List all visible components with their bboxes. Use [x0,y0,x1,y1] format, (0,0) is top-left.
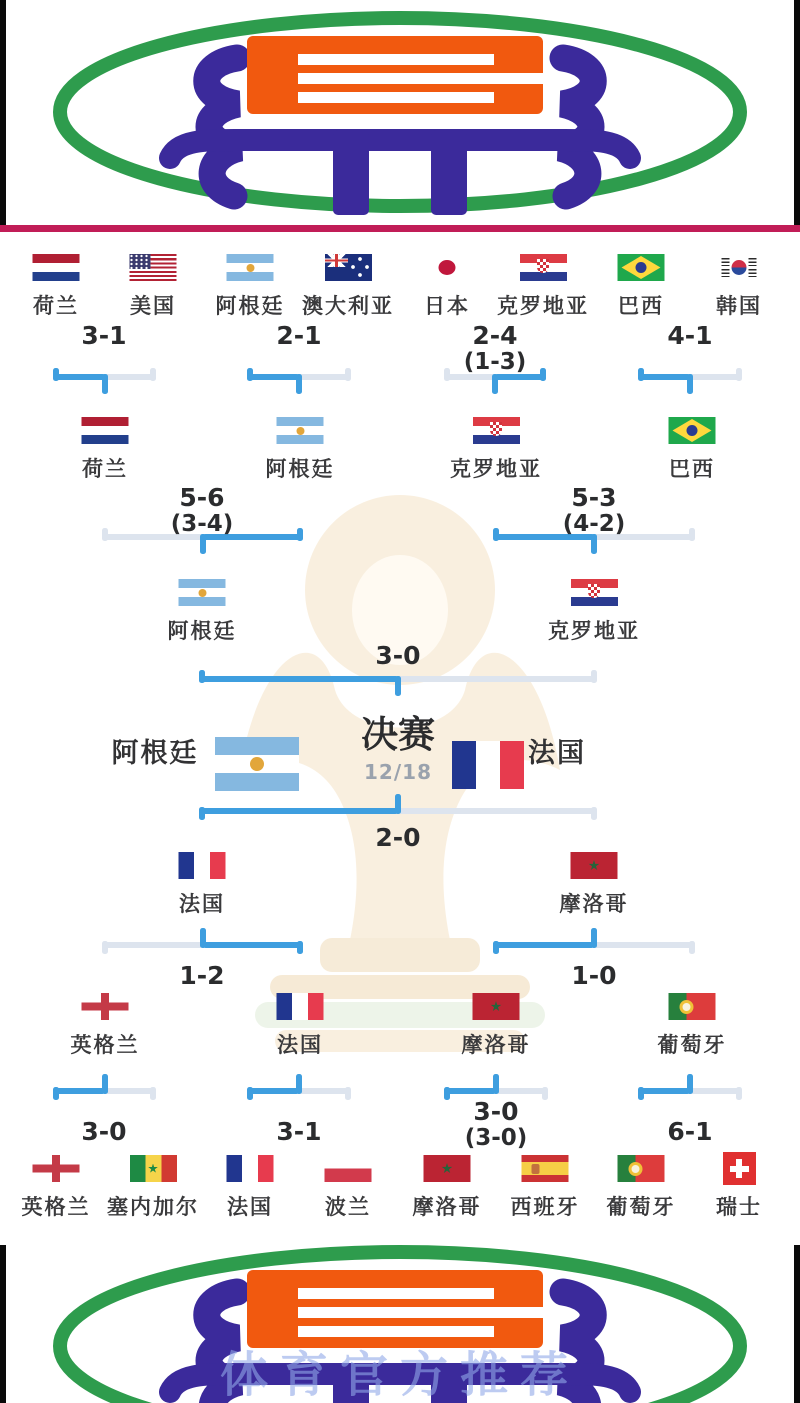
team-name: 荷兰 [82,457,128,481]
team-name: 英格兰 [70,1033,140,1057]
croatia-flag [473,417,520,444]
brazil-flag [669,417,716,444]
team-name: 塞内加尔 [107,1195,199,1219]
portugal-flag [618,1155,665,1182]
connector-r16-top-1 [53,368,156,394]
argentina-flag [227,254,274,281]
r16-top-team-brazil [618,254,665,317]
argentina-flag [179,579,226,606]
sf-top-team-argentina [168,579,237,642]
r16-bottom-team-france [227,1155,274,1218]
spain-flag [522,1155,569,1182]
final-left-team-name: 阿根廷 [111,738,199,769]
portugal-flag [669,993,716,1020]
england-flag [33,1155,80,1182]
left-edge-bar-top [0,0,6,225]
brand-logo-icon [0,0,800,225]
r16-bottom-team-morocco [413,1155,482,1218]
r16-top-team-netherlands [33,254,80,317]
final-label: 决赛 [361,713,435,756]
team-name: 巴西 [669,457,715,481]
team-name: 法国 [277,1033,323,1057]
r16-top-team-croatia [497,254,589,317]
connector-r16-bottom-4 [638,1074,742,1100]
connector-r16-bottom-2 [247,1074,351,1100]
croatia-flag [571,579,618,606]
brazil-flag [618,254,665,281]
croatia-flag [520,254,567,281]
connector-qf-bottom-2 [493,928,695,954]
r16-top-team-argentina [216,254,285,317]
r16-top-team-usa [130,254,177,317]
team-name: 荷兰 [33,294,79,318]
team-name: 摩洛哥 [412,1195,482,1219]
france-flag [179,852,226,879]
watermark-text: 体育官方推荐 [219,1347,580,1403]
r16-bottom-team-senegal [107,1155,199,1218]
france-flag [227,1155,274,1182]
france-flag [277,993,324,1020]
connector-r16-bottom-1 [53,1074,156,1100]
team-name: 澳大利亚 [302,294,394,318]
qf-top-team-croatia [450,417,542,480]
south-korea-flag [716,254,763,281]
match-score: 1-2 [179,961,225,990]
senegal-flag [130,1155,177,1182]
morocco-flag [424,1155,471,1182]
team-name: 克罗地亚 [450,457,542,481]
team-name: 波兰 [325,1195,371,1219]
match-score: 3-1 [276,1117,322,1146]
team-name: 韩国 [716,294,762,318]
r16-bottom-team-england [22,1155,91,1218]
team-name: 摩洛哥 [559,892,629,916]
japan-flag [424,254,471,281]
team-name: 法国 [179,892,225,916]
match-score: 3-0 [81,1117,127,1146]
r16-bottom-team-switzerland [716,1155,762,1218]
morocco-flag [473,993,520,1020]
match-score: 2-4 (1-3) [463,321,527,375]
team-name: 巴西 [618,294,664,318]
connector-r16-top-2 [247,368,351,394]
poland-flag [325,1155,372,1182]
team-name: 克罗地亚 [548,619,640,643]
team-name: 克罗地亚 [497,294,589,318]
team-name: 摩洛哥 [461,1033,531,1057]
netherlands-flag [82,417,129,444]
crimson-divider [0,225,800,232]
match-score: 5-6 (3-4) [170,483,234,537]
qf-top-team-brazil [669,417,716,480]
qf-bottom-team-morocco [462,993,531,1056]
team-name: 英格兰 [21,1195,91,1219]
team-name: 西班牙 [510,1195,580,1219]
qf-bottom-team-france [277,993,324,1056]
match-score: 6-1 [667,1117,713,1146]
team-name: 瑞士 [716,1195,762,1219]
qf-bottom-team-england [71,993,140,1056]
qf-bottom-team-portugal [658,993,727,1056]
match-score: 4-1 [667,321,713,350]
final-right-team-name: 法国 [528,738,586,769]
team-name: 日本 [424,294,470,318]
semifinal-score: 2-0 [375,823,421,852]
connector-sf-top [199,670,597,696]
match-score: 3-0 (3-0) [464,1097,528,1151]
team-name: 阿根廷 [265,457,335,481]
team-name: 阿根廷 [167,619,237,643]
qf-top-team-argentina [266,417,335,480]
sf-top-team-croatia [548,579,640,642]
england-flag [82,993,129,1020]
morocco-flag [571,852,618,879]
team-name: 美国 [130,294,176,318]
team-name: 葡萄牙 [606,1195,676,1219]
top-logo [0,0,800,225]
sf-bottom-team-morocco [560,852,629,915]
argentina-flag [277,417,324,444]
r16-bottom-team-spain [511,1155,580,1218]
team-name: 法国 [227,1195,273,1219]
argentina-flag [215,737,299,791]
sf-bottom-team-france [179,852,226,915]
match-score: 2-1 [276,321,322,350]
connector-r16-top-4 [638,368,742,394]
team-name: 葡萄牙 [657,1033,727,1057]
r16-top-team-australia [302,254,394,317]
r16-top-team-japan [424,254,471,317]
connector-sf-bottom [199,794,597,820]
semifinal-score: 3-0 [375,641,421,670]
usa-flag [130,254,177,281]
team-name: 阿根廷 [215,294,285,318]
r16-bottom-team-poland [325,1155,372,1218]
qf-top-team-netherlands [82,417,129,480]
final-date: 12/18 [364,760,432,784]
right-edge-bar-top [794,0,800,225]
r16-top-team-south-korea [716,254,763,317]
australia-flag [325,254,372,281]
connector-qf-bottom-1 [102,928,303,954]
match-score: 1-0 [571,961,617,990]
match-score: 5-3 (4-2) [562,483,626,537]
france-flag [452,741,524,789]
r16-bottom-team-portugal [607,1155,676,1218]
match-score: 3-1 [81,321,127,350]
switzerland-flag [723,1152,756,1185]
netherlands-flag [33,254,80,281]
